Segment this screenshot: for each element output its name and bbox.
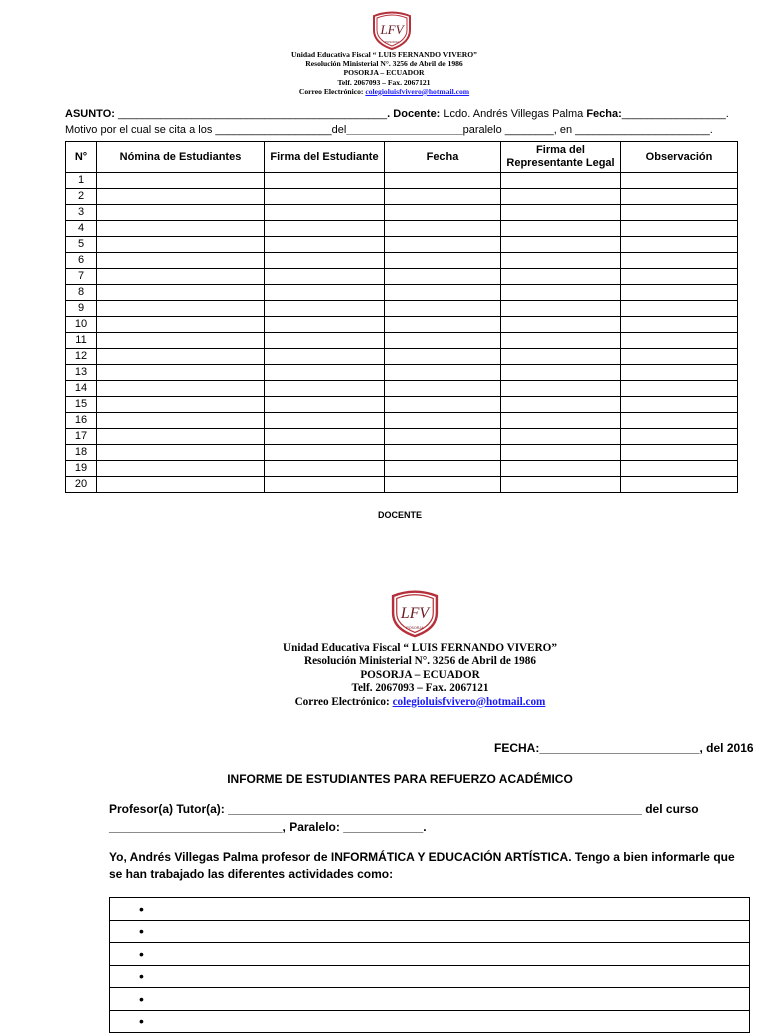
bullet-icon: • — [139, 990, 144, 1007]
table-cell[interactable] — [97, 349, 265, 365]
asunto-line — [65, 108, 729, 120]
table-cell[interactable] — [97, 333, 265, 349]
table-cell[interactable] — [97, 237, 265, 253]
email-link[interactable]: colegioluisfvivero@hotmail.com — [365, 86, 470, 96]
resolution: Resolución Ministerial N°. 3256 de Abril de 1986 — [305, 59, 463, 69]
email-label-2: Correo Electrónico: — [294, 695, 390, 708]
table-cell[interactable] — [97, 397, 265, 413]
table-cell[interactable] — [501, 189, 621, 205]
table-row — [66, 365, 738, 381]
row-number: 5 — [66, 237, 97, 253]
row-number: 20 — [66, 477, 97, 493]
motivo-line — [65, 124, 713, 136]
list-item[interactable] — [110, 988, 750, 1011]
email-link-2[interactable]: colegioluisfvivero@hotmail.com — [392, 695, 546, 708]
table-cell[interactable] — [265, 189, 385, 205]
table-row — [66, 253, 738, 269]
phone-2: Telf. 2067093 – Fax. 2067121 — [351, 682, 489, 695]
column-header: Nómina de Estudiantes — [97, 142, 265, 173]
row-number: 12 — [66, 349, 97, 365]
table-cell[interactable] — [97, 477, 265, 493]
list-item[interactable] — [110, 943, 750, 966]
fecha-blank[interactable]: _________________. — [621, 108, 729, 120]
table-cell[interactable] — [621, 317, 738, 333]
list-item[interactable] — [110, 898, 750, 921]
table-row — [66, 317, 738, 333]
table-row — [66, 461, 738, 477]
table-cell[interactable] — [265, 237, 385, 253]
table-row — [66, 237, 738, 253]
table-cell[interactable] — [385, 477, 501, 493]
column-header: N° — [66, 142, 97, 173]
attendance-table — [65, 141, 738, 493]
row-number: 13 — [66, 365, 97, 381]
paralelo-line[interactable]: __________________________, Paralelo: ____________. — [109, 820, 427, 834]
svg-text:POSORJA: POSORJA — [406, 625, 424, 630]
table-cell[interactable] — [97, 189, 265, 205]
table-cell[interactable] — [385, 333, 501, 349]
location: POSORJA – ECUADOR — [343, 68, 425, 78]
table-cell[interactable] — [97, 381, 265, 397]
list-item-cell[interactable] — [110, 965, 750, 988]
table-cell[interactable] — [265, 333, 385, 349]
list-item[interactable] — [110, 1010, 750, 1033]
asunto-label: ASUNTO: — [65, 108, 115, 120]
table-cell[interactable] — [265, 349, 385, 365]
table-row — [66, 173, 738, 189]
row-number: 1 — [66, 173, 97, 189]
table-cell[interactable] — [97, 317, 265, 333]
table-cell[interactable] — [501, 221, 621, 237]
fecha-line[interactable]: FECHA:________________________, del 2016 — [494, 741, 754, 755]
school-crest-logo — [369, 10, 415, 50]
table-cell[interactable] — [621, 413, 738, 429]
column-header: Observación — [621, 142, 738, 173]
school-header-2 — [36, 642, 768, 709]
table-row — [66, 205, 738, 221]
table-row — [66, 285, 738, 301]
email-line — [0, 87, 768, 96]
table-cell[interactable] — [97, 461, 265, 477]
table-cell[interactable] — [97, 221, 265, 237]
table-cell[interactable] — [265, 269, 385, 285]
table-cell[interactable] — [621, 397, 738, 413]
list-item-cell[interactable] — [110, 943, 750, 966]
table-cell[interactable] — [621, 253, 738, 269]
row-number: 16 — [66, 413, 97, 429]
table-cell[interactable] — [385, 429, 501, 445]
table-cell[interactable] — [385, 349, 501, 365]
table-row — [66, 429, 738, 445]
table-cell[interactable] — [621, 349, 738, 365]
school-name: Unidad Educativa Fiscal “ LUIS FERNANDO VIVERO” — [291, 50, 477, 59]
row-number: 4 — [66, 221, 97, 237]
row-number: 14 — [66, 381, 97, 397]
table-row — [66, 381, 738, 397]
table-cell[interactable] — [621, 365, 738, 381]
table-cell[interactable] — [97, 413, 265, 429]
table-cell[interactable] — [385, 253, 501, 269]
table-cell[interactable] — [265, 301, 385, 317]
bullet-icon: • — [139, 1013, 144, 1030]
table-cell[interactable] — [621, 205, 738, 221]
table-cell[interactable] — [385, 397, 501, 413]
table-cell[interactable] — [621, 301, 738, 317]
table-cell[interactable] — [501, 365, 621, 381]
column-header: Firma del Estudiante — [265, 142, 385, 173]
row-number: 9 — [66, 301, 97, 317]
bullet-icon: • — [139, 945, 144, 962]
report-title: INFORME DE ESTUDIANTES PARA REFUERZO ACADÉMICO — [227, 772, 573, 786]
table-row — [66, 349, 738, 365]
table-cell[interactable] — [385, 365, 501, 381]
row-number: 2 — [66, 189, 97, 205]
table-cell[interactable] — [97, 445, 265, 461]
table-cell[interactable] — [265, 461, 385, 477]
list-item[interactable] — [110, 965, 750, 988]
table-cell[interactable] — [621, 461, 738, 477]
motivo-text[interactable]: Motivo por el cual se cita a los ___________________del — [65, 124, 347, 136]
table-row — [66, 189, 738, 205]
row-number: 17 — [66, 429, 97, 445]
table-cell[interactable] — [501, 205, 621, 221]
table-row — [66, 413, 738, 429]
svg-text:POSORJA: POSORJA — [384, 40, 400, 44]
table-cell[interactable] — [265, 221, 385, 237]
docente-signature-label: DOCENTE — [377, 510, 422, 520]
table-cell[interactable] — [501, 477, 621, 493]
table-cell[interactable] — [501, 269, 621, 285]
table-cell[interactable] — [501, 317, 621, 333]
docente-label: . Docente: — [387, 108, 441, 120]
table-cell[interactable] — [265, 477, 385, 493]
table-cell[interactable] — [501, 173, 621, 189]
table-cell[interactable] — [621, 477, 738, 493]
row-number: 19 — [66, 461, 97, 477]
table-cell[interactable] — [265, 413, 385, 429]
table-cell[interactable] — [501, 381, 621, 397]
svg-text:LFV: LFV — [380, 22, 404, 37]
table-cell[interactable] — [501, 285, 621, 301]
table-cell[interactable] — [265, 253, 385, 269]
intro-line-1: Yo, Andrés Villegas Palma profesor de INFORMÁTICA Y EDUCACIÓN ARTÍSTICA. Tengo a bien informarle que — [109, 850, 735, 864]
column-header: Fecha — [385, 142, 501, 173]
table-cell[interactable] — [265, 397, 385, 413]
table-cell[interactable] — [385, 173, 501, 189]
location-2: POSORJA – ECUADOR — [360, 668, 480, 681]
table-cell[interactable] — [501, 253, 621, 269]
table-cell[interactable] — [265, 381, 385, 397]
school-crest-logo-2 — [387, 586, 443, 640]
table-cell[interactable] — [265, 445, 385, 461]
table-cell[interactable] — [385, 237, 501, 253]
table-cell[interactable] — [501, 237, 621, 253]
school-header — [0, 50, 768, 96]
table-row — [66, 477, 738, 493]
table-cell[interactable] — [621, 381, 738, 397]
motivo-blank[interactable]: ___________________ — [346, 124, 463, 136]
table-cell[interactable] — [385, 445, 501, 461]
table-cell[interactable] — [265, 317, 385, 333]
asunto-blank[interactable]: ____________________________________________ — [117, 108, 388, 120]
phone: Telf. 2067093 – Fax. 2067121 — [337, 77, 431, 87]
list-item-cell[interactable] — [110, 1010, 750, 1033]
school-name-2: Unidad Educativa Fiscal “ LUIS FERNANDO VIVERO” — [283, 642, 557, 654]
table-cell[interactable] — [385, 189, 501, 205]
table-cell[interactable] — [385, 205, 501, 221]
table-cell[interactable] — [501, 333, 621, 349]
table-row — [66, 301, 738, 317]
table-row — [66, 445, 738, 461]
table-cell[interactable] — [97, 285, 265, 301]
list-item[interactable] — [110, 920, 750, 943]
table-cell[interactable] — [97, 253, 265, 269]
table-cell[interactable] — [385, 221, 501, 237]
fecha-label: Fecha: — [586, 108, 622, 120]
table-cell[interactable] — [501, 429, 621, 445]
table-cell[interactable] — [97, 301, 265, 317]
table-cell[interactable] — [621, 221, 738, 237]
table-cell[interactable] — [265, 285, 385, 301]
table-cell[interactable] — [621, 333, 738, 349]
table-cell[interactable] — [97, 173, 265, 189]
table-cell[interactable] — [97, 269, 265, 285]
row-number: 7 — [66, 269, 97, 285]
table-header-row — [66, 142, 738, 173]
table-row — [66, 269, 738, 285]
tutor-line[interactable]: Profesor(a) Tutor(a): ______________________________________________________________ del curso — [109, 802, 699, 816]
table-row — [66, 397, 738, 413]
table-row — [66, 333, 738, 349]
table-cell[interactable] — [385, 301, 501, 317]
svg-text:LFV: LFV — [400, 604, 430, 622]
bullet-icon: • — [139, 968, 144, 985]
table-cell[interactable] — [501, 301, 621, 317]
table-cell[interactable] — [385, 381, 501, 397]
table-cell[interactable] — [501, 413, 621, 429]
table-cell[interactable] — [501, 349, 621, 365]
table-cell[interactable] — [265, 429, 385, 445]
table-cell[interactable] — [621, 429, 738, 445]
list-item-cell[interactable] — [110, 988, 750, 1011]
list-item-cell[interactable] — [110, 920, 750, 943]
bullet-icon: • — [139, 923, 144, 940]
table-row — [66, 221, 738, 237]
table-cell[interactable] — [97, 205, 265, 221]
bullet-icon: • — [139, 900, 144, 917]
row-number: 10 — [66, 317, 97, 333]
resolution-2: Resolución Ministerial N°. 3256 de Abril de 1986 — [304, 655, 536, 668]
row-number: 3 — [66, 205, 97, 221]
table-cell[interactable] — [265, 365, 385, 381]
table-cell[interactable] — [621, 285, 738, 301]
table-cell[interactable] — [621, 445, 738, 461]
email-line-2 — [36, 696, 768, 709]
table-cell[interactable] — [385, 269, 501, 285]
row-number: 15 — [66, 397, 97, 413]
table-cell[interactable] — [501, 445, 621, 461]
table-cell[interactable] — [97, 429, 265, 445]
column-header: Firma del Representante Legal — [501, 142, 621, 173]
table-cell[interactable] — [501, 397, 621, 413]
row-number: 18 — [66, 445, 97, 461]
table-cell[interactable] — [97, 365, 265, 381]
table-cell[interactable] — [621, 237, 738, 253]
table-cell[interactable] — [385, 317, 501, 333]
table-cell[interactable] — [621, 269, 738, 285]
table-cell[interactable] — [265, 173, 385, 189]
table-cell[interactable] — [501, 461, 621, 477]
table-cell[interactable] — [621, 189, 738, 205]
table-cell[interactable] — [385, 413, 501, 429]
table-cell[interactable] — [621, 173, 738, 189]
email-label: Correo Electrónico: — [298, 86, 364, 96]
table-cell[interactable] — [385, 461, 501, 477]
table-cell[interactable] — [265, 205, 385, 221]
row-number: 11 — [66, 333, 97, 349]
intro-line-2: se han trabajado las diferentes actividades como: — [109, 867, 394, 881]
paralelo-text[interactable]: paralelo ________, en ______________________. — [462, 124, 713, 136]
docente-value: Lcdo. Andrés Villegas Palma — [443, 108, 584, 120]
activities-list — [109, 897, 750, 1033]
table-cell[interactable] — [385, 285, 501, 301]
row-number: 6 — [66, 253, 97, 269]
row-number: 8 — [66, 285, 97, 301]
list-item-cell[interactable] — [110, 898, 750, 921]
